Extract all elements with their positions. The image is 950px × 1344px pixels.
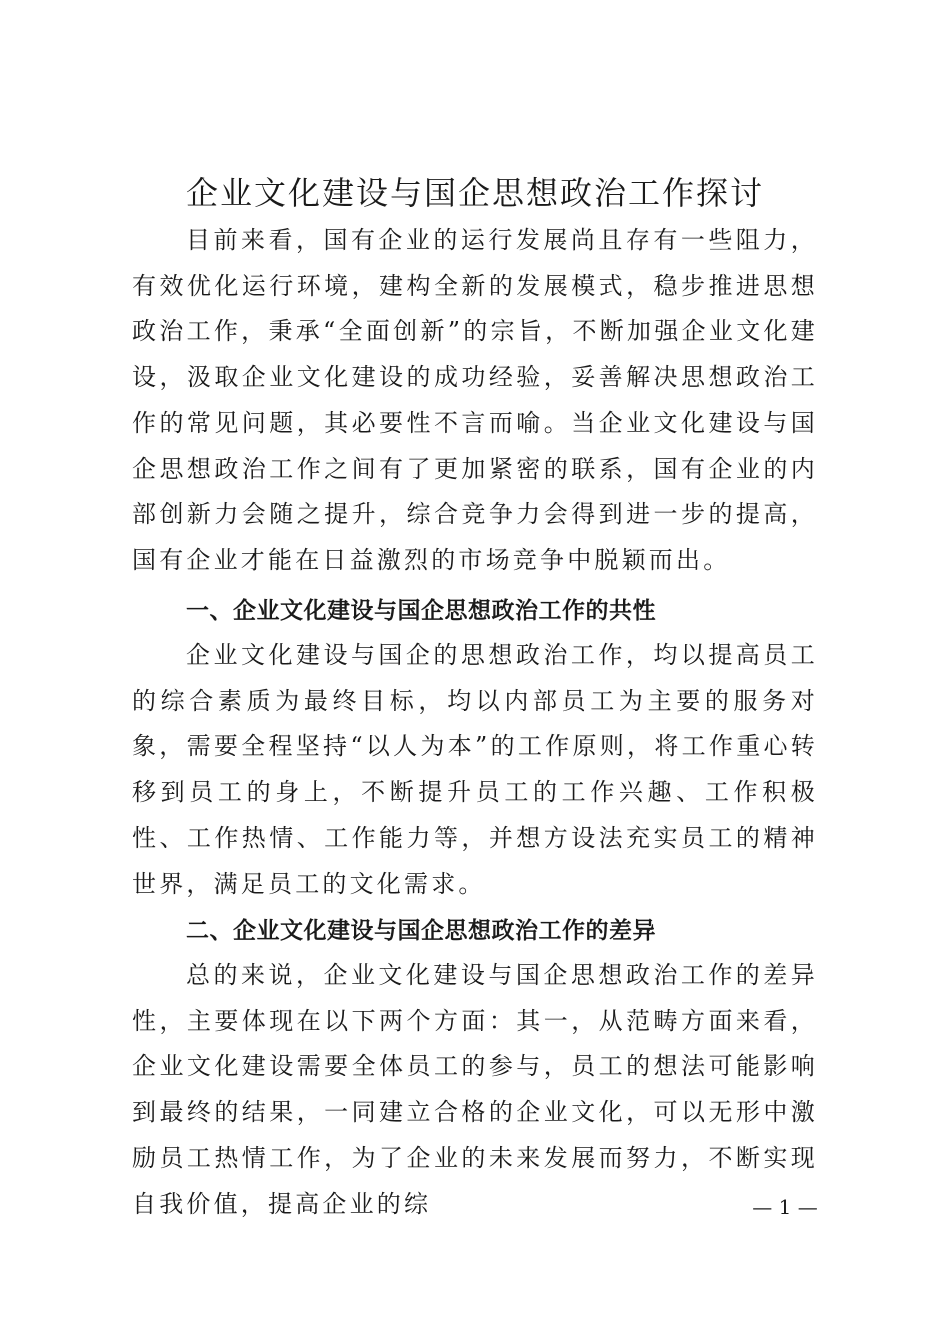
document-title: 企业文化建设与国企思想政治工作探讨	[185, 174, 764, 212]
section-heading-commonality: 一、企业文化建设与国企思想政治工作的共性	[186, 598, 656, 624]
page-number: — 1 —	[752, 1195, 818, 1219]
section-heading-difference: 二、企业文化建设与国企思想政治工作的差异	[186, 918, 656, 944]
body-paragraph-difference: 总的来说，企业文化建设与国企思想政治工作的差异性，主要体现在以下两个方面：其一，从范畴方面来看，企业文化建设需要全体员工的参与，员工的想法可能影响到最终的结果，一同建立合格的企业文化，可以无形中激励员工热情工作，为了企业的未来发展而努力，不断实现自我价值，提高企业的综	[132, 961, 818, 1218]
body-paragraph-intro: 目前来看，国有企业的运行发展尚且存有一些阻力，有效优化运行环境，建构全新的发展模式，稳步推进思想政治工作，秉承“全面创新”的宗旨，不断加强企业文化建设，汲取企业文化建设的成功经验，妥善解决思想政治工作的常见问题，其必要性不言而喻。当企业文化建设与国企思想政治工作之间有了更加紧密的联系，国有企业的内部创新力会随之提升，综合竞争力会得到进一步的提高，国有企业才能在日益激烈的市场竞争中脱颖而出。	[132, 226, 818, 574]
body-paragraph-commonality: 企业文化建设与国企的思想政治工作，均以提高员工的综合素质为最终目标，均以内部员工为主要的服务对象，需要全程坚持“以人为本”的工作原则，将工作重心转移到员工的身上，不断提升员工的工作兴趣、工作积极性、工作热情、工作能力等，并想方设法充实员工的精神世界，满足员工的文化需求。	[132, 641, 818, 898]
